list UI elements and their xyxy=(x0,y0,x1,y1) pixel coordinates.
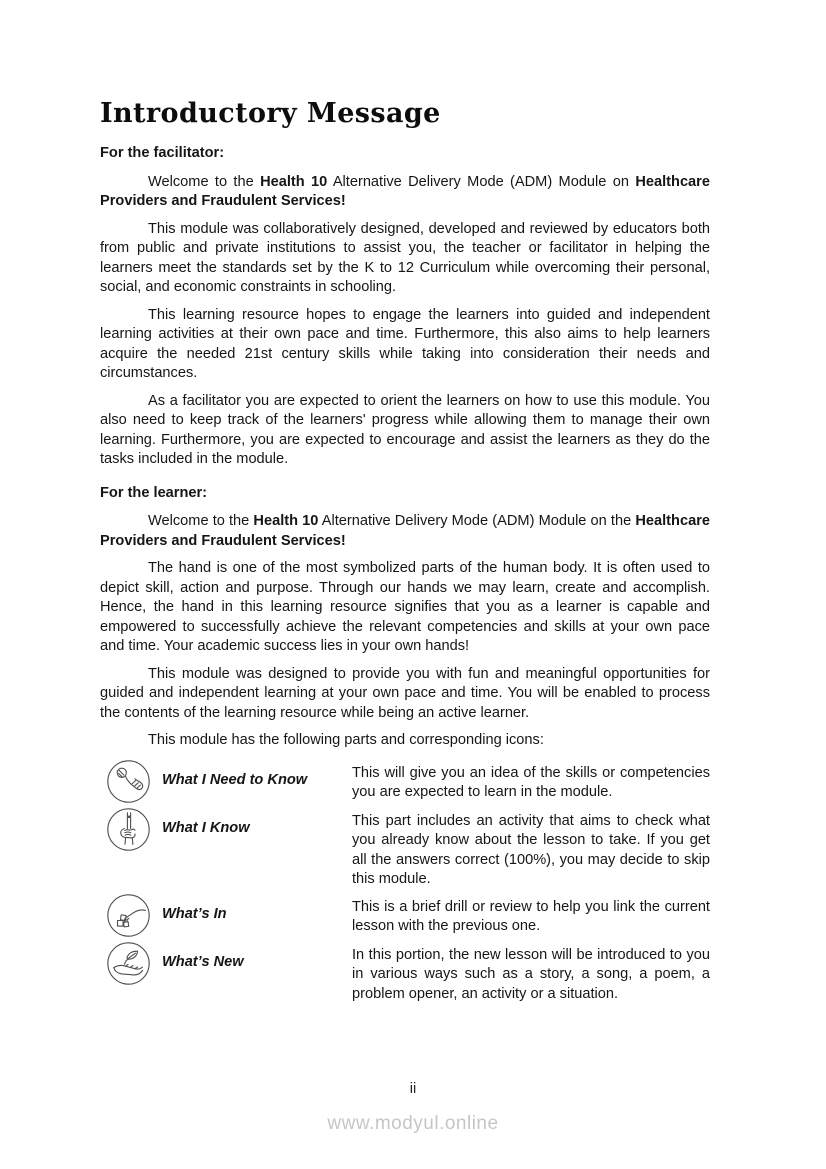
section-heading-learner: For the learner: xyxy=(100,484,208,501)
module-part-row xyxy=(100,807,710,890)
part-description: This is a brief drill or review to help you link the current lesson with the previous one. xyxy=(352,898,710,934)
section-heading-facilitator: For the facilitator: xyxy=(100,145,225,161)
module-part-row xyxy=(100,893,710,938)
paragraph: This learning resource hopes to engage the learners into guided and independent learning activities at their own pace and time. Furthermore, this also aims to help learners acquire the needed 21st century skills while taking into consideration their needs and circumstances. xyxy=(100,306,710,381)
module-parts-table xyxy=(100,759,710,1005)
paragraph: This module has the following parts and corresponding icons: xyxy=(148,732,544,748)
paragraph: The hand is one of the most symbolized parts of the human body. It is often used to depict skill, action and purpose. Through our hands we may learn, create and accomplish. Hence, the hand in this learning resource signifies that you as a learner is capable and empowered to successfully achieve the relevant competencies and skills at your own pace and time. Your academic success lies in your own hands! xyxy=(100,560,710,654)
part-description: This part includes an activity that aims to check what you already know about the lesson to take. If you get all the answers correct (100%), you may decide to skip this module. xyxy=(352,812,710,887)
part-label: What I Need to Know xyxy=(162,771,308,788)
part-label: What’s In xyxy=(162,905,227,922)
paragraph: Welcome to the Health 10 Alternative Delivery Mode (ADM) Module on Healthcare Providers and Fraudulent Services! xyxy=(100,173,710,209)
part-label: What’s New xyxy=(162,953,244,970)
part-description: This will give you an idea of the skills or competencies you are expected to learn in the module. xyxy=(352,764,710,800)
page-title: Introductory Message xyxy=(100,98,441,129)
hand-holding-pencil-icon xyxy=(100,807,162,852)
hand-holding-leaf-icon xyxy=(100,941,162,986)
paragraph: As a facilitator you are expected to orient the learners on how to use this module. You also need to keep track of the learners' progress while allowing them to manage their own learning. Furthermore, you are expected to encourage and assist the learners as they do the tasks included in the module. xyxy=(100,392,710,467)
watermark: www.modyul.online xyxy=(327,1113,499,1134)
page-number: ii xyxy=(409,1081,417,1097)
hand-stacking-blocks-icon xyxy=(100,893,162,938)
paragraph: Welcome to the Health 10 Alternative Delivery Mode (ADM) Module on the Healthcare Providers and Fraudulent Services! xyxy=(100,513,710,549)
part-label: What I Know xyxy=(162,819,250,836)
part-description: In this portion, the new lesson will be introduced to you in various ways such as a story, a song, a poem, a problem opener, an activity or a situation. xyxy=(352,946,710,1002)
module-part-row xyxy=(100,759,710,804)
paragraph: This module was designed to provide you with fun and meaningful opportunities for guided and independent learning at your own pace and time. You will be enabled to process the contents of the learning resource while being an active learner. xyxy=(100,665,710,721)
module-part-row xyxy=(100,941,710,1005)
paragraph: This module was collaboratively designed, developed and reviewed by educators both from public and private institutions to assist you, the teacher or facilitator in helping the learners meet the standards set by the K to 12 Curriculum while overcoming their personal, social, and economic constraints in schooling. xyxy=(100,220,710,295)
hand-pressing-button-icon xyxy=(100,759,162,804)
